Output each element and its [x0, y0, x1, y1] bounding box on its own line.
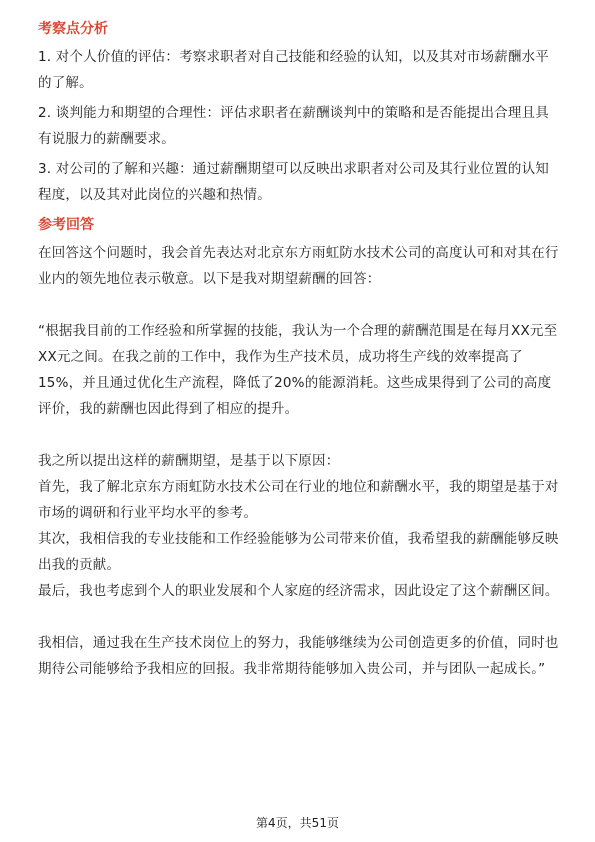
reason-1: 首先，我了解北京东方雨虹防水技术公司在行业的地位和薪酬水平，我的期望是基于对市场的调研和行业平均水平的参考。	[38, 479, 559, 521]
answer-closing: 我相信，通过我在生产技术岗位上的努力，我能够继续为公司创造更多的价值，同时也期待公司能够给予我相应的回报。我非常期待能够加入贵公司，并与团队一起成长。”	[38, 635, 559, 677]
spacer	[38, 422, 560, 448]
answer-quote-paragraph: “根据我目前的工作经验和所掌握的技能，我认为一个合理的薪酬范围是在每月XX元至XX元之间。在我之前的工作中，我作为生产技术员，成功将生产线的效率提高了15%，并且通过优化生产流程，降低了20%的能源消耗。这些成果得到了公司的高度评价，我的薪酬也因此得到了相应的提升。	[38, 323, 558, 417]
spacer	[38, 604, 560, 630]
analysis-item-1: 1. 对个人价值的评估：考察求职者对自己技能和经验的认知，以及其对市场薪酬水平的了解。	[38, 49, 549, 91]
section-heading-analysis: 考察点分析	[38, 21, 108, 37]
analysis-item-2: 2. 谈判能力和期望的合理性：评估求职者在薪酬谈判中的策略和是否能提出合理且具有说服力的薪酬要求。	[38, 105, 549, 147]
page-number: 第4页，共51页	[256, 816, 339, 830]
analysis-item-3: 3. 对公司的了解和兴趣：通过薪酬期望可以反映出求职者对公司及其行业位置的认知程度，以及其对此岗位的兴趣和热情。	[38, 161, 549, 203]
document-page	[38, 18, 560, 682]
reason-2: 其次，我相信我的专业技能和工作经验能够为公司带来价值，我希望我的薪酬能够反映出我的贡献。	[38, 531, 559, 573]
spacer	[38, 292, 560, 318]
reason-3: 最后，我也考虑到个人的职业发展和个人家庭的经济需求，因此设定了这个薪酬区间。	[38, 583, 559, 599]
answer-intro: 在回答这个问题时，我会首先表达对北京东方雨虹防水技术公司的高度认可和对其在行业内的领先地位表示敬意。以下是我对期望薪酬的回答：	[38, 245, 559, 287]
reasons-intro: 我之所以提出这样的薪酬期望，是基于以下原因：	[38, 453, 340, 469]
section-heading-reference-answer: 参考回答	[38, 217, 94, 233]
